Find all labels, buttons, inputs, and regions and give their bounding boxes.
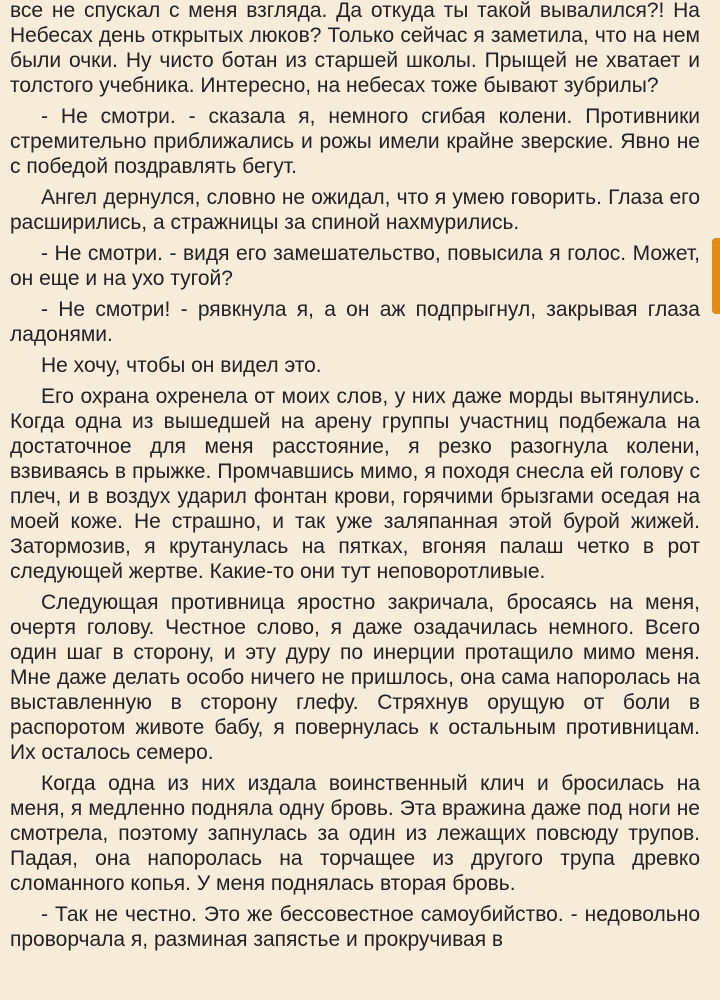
paragraph: Ангел дернулся, словно не ожидал, что я умею говорить. Глаза его расширились, а стражницы за спиной нахмурились. xyxy=(10,186,700,234)
paragraph: Его охрана охренела от моих слов, у них даже морды вытянулись. Когда одна из вышедшей на арену группы участниц подбежала на достаточное для меня расстояние, я резко разогнула колени, взвиваясь в прыжке. Промчавшись мимо, я походя снесла ей голову с плеч, и в воздух ударил фонтан крови, горячими брызгами оседая на моей коже. Не страшно, и так уже заляпанная этой бурой жижей. Затормозив, я крутанулась на пятках, вгоняя палаш четко в рот следующей жертве. Какие-то они тут неповоротливые. xyxy=(10,385,700,583)
paragraph: - Не смотри. - сказала я, немного сгибая колени. Противники стремительно приближались и рожы имели крайне зверские. Явно не с победой поздравлять бегут. xyxy=(10,105,700,178)
paragraph: Когда одна из них издала воинственный клич и бросилась на меня, я медленно подняла одну бровь. Эта вражина даже под ноги не смотрела, поэтому запнулась за один из лежащих повсюду трупов. Падая, она напоролась на торчащее из другого трупа древко сломанного копья. У меня поднялась вторая бровь. xyxy=(10,772,700,895)
paragraph: Следующая противница яростно закричала, бросаясь на меня, очертя голову. Честное слово, я даже озадачилась немного. Всего один шаг в сторону, и эту дуру по инерции протащило мимо меня. Мне даже делать особо ничего не пришлось, она сама напоролась на выставленную в сторону глефу. Стряхнув орущую от боли в распоротом животе бабу, я повернулась к остальным противницам. Их осталось семеро. xyxy=(10,591,700,764)
book-text xyxy=(10,0,700,958)
paragraph: - Так не честно. Это же бессовестное самоубийство. - недовольно проворчала я, разминая запястье и прокручивая в xyxy=(10,903,700,951)
paragraph: все не спускал с меня взгляда. Да откуда ты такой вывалился?! На Небесах день открытых люков? Только сейчас я заметила, что на нем были очки. Ну чисто ботан из старшей школы. Прыщей не хватает и толстого учебника. Интересно, на небесах тоже бывают зубрилы? xyxy=(10,0,700,97)
paragraph: - Не смотри. - видя его замешательство, повысила я голос. Может, он еще и на ухо тугой? xyxy=(10,242,700,290)
paragraph: - Не смотри! - рявкнула я, а он аж подпрыгнул, закрывая глаза ладонями. xyxy=(10,298,700,346)
paragraph: Не хочу, чтобы он видел это. xyxy=(41,354,322,377)
scrollbar-thumb[interactable] xyxy=(712,238,720,314)
